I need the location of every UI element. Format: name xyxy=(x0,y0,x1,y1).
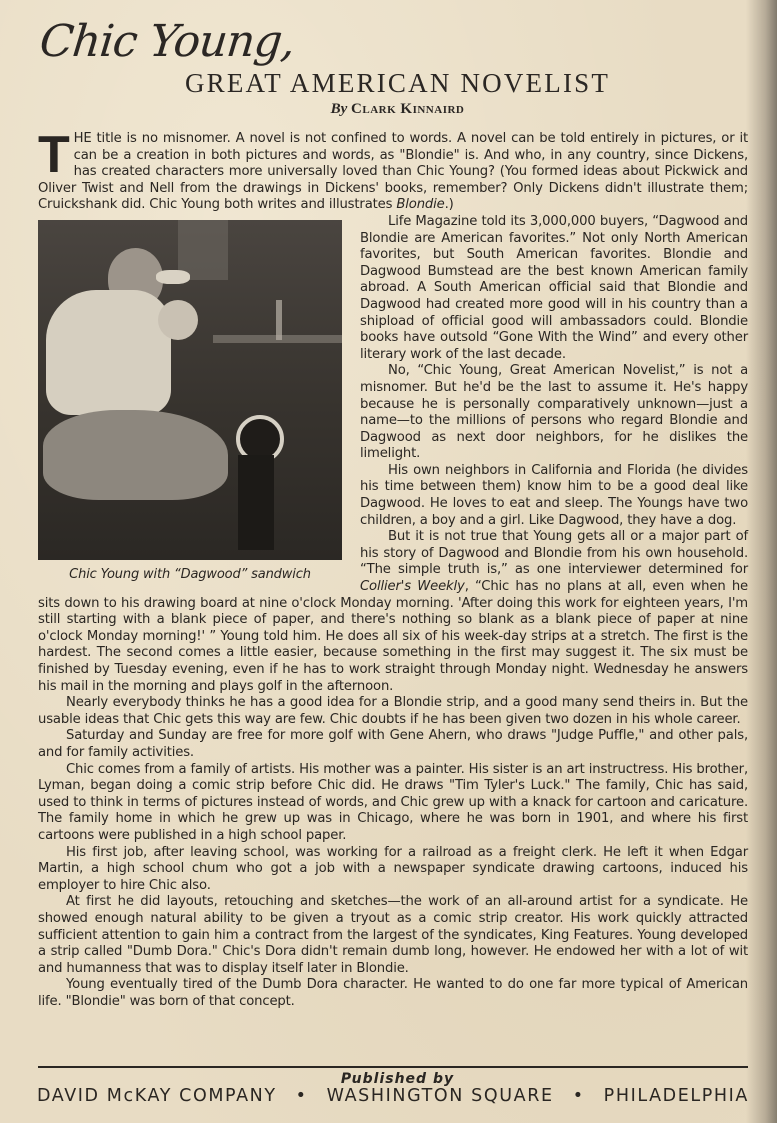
paragraph: Saturday and Sunday are free for more golf with Gene Ahern, who draws "Judge Puffle," and other pals, and for family activities. xyxy=(38,728,748,760)
paragraph-text: , “Chic has no plans at all, even when he sits down to his drawing board at nine o'clock Monday morning. 'After doing this work for eighteen years, I'm still starting with a blank piece of paper, and there's nothing so blank as a blank piece of paper at nine o'clock Monday morning!' ” Young told him. He does all six of his week-day strips at a stretch. The first is the hardest. The second comes a little easier, because something in the first may suggest it. The six must be finished by Tuesday evening, even if he has to work straight through Monday night. Wednesday he answers his mail in the morning and plays golf in the afternoon. xyxy=(38,579,748,694)
intro-text-end: .) xyxy=(444,197,454,213)
photo-chic-young xyxy=(38,220,342,560)
article-body xyxy=(38,126,748,1010)
paragraph: His first job, after leaving school, was working for a railroad as a freight clerk. He left it when Edgar Martin, a high school chum who got a job with a newspaper syndicate drawing cartoons, induced his employer to hire Chic also. xyxy=(38,844,748,893)
main-title: GREAT AMERICAN NOVELIST xyxy=(184,68,611,98)
bullet-separator: • xyxy=(572,1086,585,1106)
footer-divider xyxy=(38,1066,748,1068)
published-by: Published by xyxy=(340,1071,455,1087)
publisher-address: WASHINGTON SQUARE xyxy=(326,1086,554,1106)
script-title: Chic Young, xyxy=(37,16,297,67)
publisher-company: DAVID McKAY COMPANY xyxy=(37,1086,277,1106)
paragraph-text: But it is not true that Young gets all or a major part of his story of Dagwood and Blondie from his own household. “The simple truth is,” as one interviewer determined for xyxy=(360,529,748,578)
photo-caption: Chic Young with “Dagwood” sandwich xyxy=(69,566,311,582)
paragraph-intro xyxy=(38,126,748,214)
publisher-city: PHILADELPHIA xyxy=(603,1086,749,1106)
bullet-separator: • xyxy=(295,1086,308,1106)
paragraph: Chic comes from a family of artists. His mother was a painter. His sister is an art instructress. His brother, Lyman, began doing a comic strip before Chic did. He draws "Tim Tyler's Luck." The family, Chic has said, used to think in terms of pictures instead of words, and Chic grew up with a knack for cartoon and caricature. The family home in which he grew up was in Chicago, where he was born in 1901, and where his first cartoons were published in a high school paper. xyxy=(38,761,748,843)
paragraph: Life Magazine told its 3,000,000 buyers, “Dagwood and Blondie are American favorites.” Not only North American favorites, but South American favorites. Blondie and Dagwood Bumstead are the best known American family abroad. A South American official said that Blondie and Dagwood had created more good will in his country than a shipload of official good will ambassadors could. Blondie books have outsold “Gone With the Wind” and every other literary work of the last decade. xyxy=(360,213,748,362)
byline-by: By xyxy=(330,101,348,117)
intro-text: HE title is no misnomer. A novel is not confined to words. A novel can be told entirely in pictures, or it can be a creation in both pictures and words, as "Blondie" is. And who, in any country, since Dickens, has created characters more universally loved than Chic Young? (You formed ideas about Pickwick and Oliver Twist and Nell from the drawings in Dickens' books, remember? Only Dickens didn't illustrate them; Cruickshank did. Chic Young both writes and illustrates xyxy=(38,131,748,213)
paragraph: Young eventually tired of the Dumb Dora character. He wanted to do one far more typical of American life. "Blondie" was born of that concept. xyxy=(38,977,748,1009)
paragraph: No, “Chic Young, Great American Novelist,” is not a misnomer. But he'd be the last to assume it. He's happy because he is personally comparatively unknown—just a name—to the millions of persons who regard Blondie and Dagwood as next door neighbors, for he dislikes the limelight. xyxy=(360,363,748,462)
byline xyxy=(0,101,777,118)
paragraph-italic: Collier's Weekly xyxy=(360,579,465,595)
paragraph: Nearly everybody thinks he has a good idea for a Blondie strip, and a good many send theirs in. But the usable ideas that Chic gets this way are few. Chic doubts if he has been given two dozen in his whole career. xyxy=(38,695,748,727)
paragraph: At first he did layouts, retouching and sketches—the work of an all-around artist for a syndicate. He showed enough natural ability to be given a tryout as a comic strip creator. His work quickly attracted sufficient attention to gain him a contract from the largest of the syndicates, King Features. Young developed a strip called "Dumb Dora." Chic's Dora didn't remain dumb long, however. He endowed her with a lot of wit and humanness that was to display itself later in Blondie. xyxy=(38,894,748,976)
byline-author: Clark Kinnaird xyxy=(351,101,465,117)
dropcap: T xyxy=(38,126,70,184)
publisher-line xyxy=(37,1086,749,1106)
intro-italic: Blondie xyxy=(396,197,445,213)
paragraph: His own neighbors in California and Florida (he divides his time between them) know him to be a good deal like Dagwood. He loves to eat and sleep. The Youngs have two children, a boy and a girl. Like Dagwood, they have a dog. xyxy=(360,462,748,528)
photo-figure xyxy=(38,220,342,584)
